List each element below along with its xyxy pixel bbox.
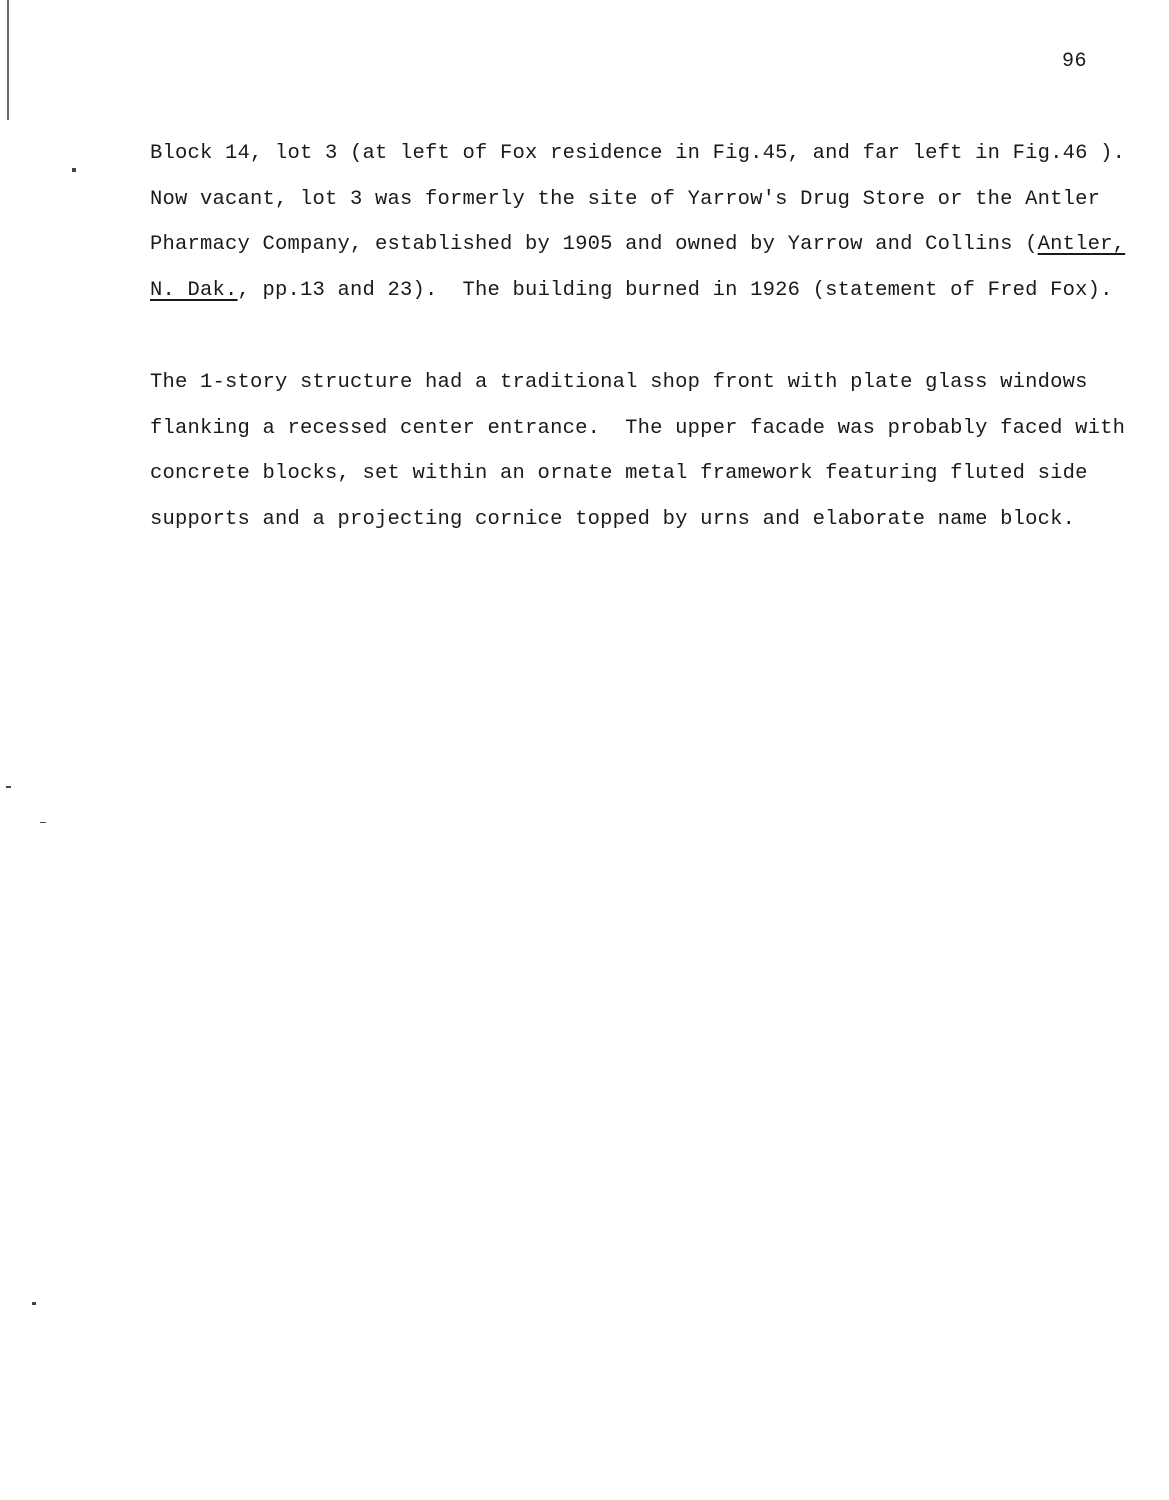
text-segment: Now vacant, lot 3 was formerly the site of Yarrow's Drug Store or the Antler (150, 187, 1101, 211)
text-line (150, 360, 1088, 406)
text-segment: flanking a recessed center entrance. The upper facade was probably faced with (150, 416, 1126, 440)
text-line (150, 497, 1076, 543)
text-line (150, 451, 1088, 497)
scan-speck (72, 168, 76, 172)
scan-speck (32, 1302, 36, 1305)
underlined-text: Antler, (1037, 233, 1126, 256)
underlined-text: N. Dak. (150, 278, 238, 302)
text-segment: Block 14, lot 3 (at left of Fox residence in Fig.45, and far left in Fig.46 ). (150, 142, 1126, 165)
text-line (150, 131, 1126, 177)
text-line (150, 268, 1113, 314)
text-line (150, 177, 1101, 223)
text-segment: Pharmacy Company, established by 1905 and owned by Yarrow and Collins ( (150, 233, 1038, 256)
paragraph (150, 131, 1126, 313)
scan-speck (40, 822, 46, 823)
text-segment: , pp.13 and 23). The building burned in 1926 (statement of Fred Fox). (237, 278, 1113, 302)
page-number: 96 (1062, 50, 1088, 73)
text-line (150, 222, 1126, 268)
text-segment: concrete blocks, set within an ornate metal framework featuring fluted side (150, 462, 1088, 485)
paragraph (150, 360, 1126, 542)
scan-edge-mark (7, 0, 9, 120)
text-segment: The 1-story structure had a traditional shop front with plate glass windows (150, 371, 1088, 394)
text-segment: supports and a projecting cornice topped by urns and elaborate name block. (150, 507, 1076, 531)
scan-speck (6, 786, 11, 788)
text-line (150, 406, 1126, 452)
